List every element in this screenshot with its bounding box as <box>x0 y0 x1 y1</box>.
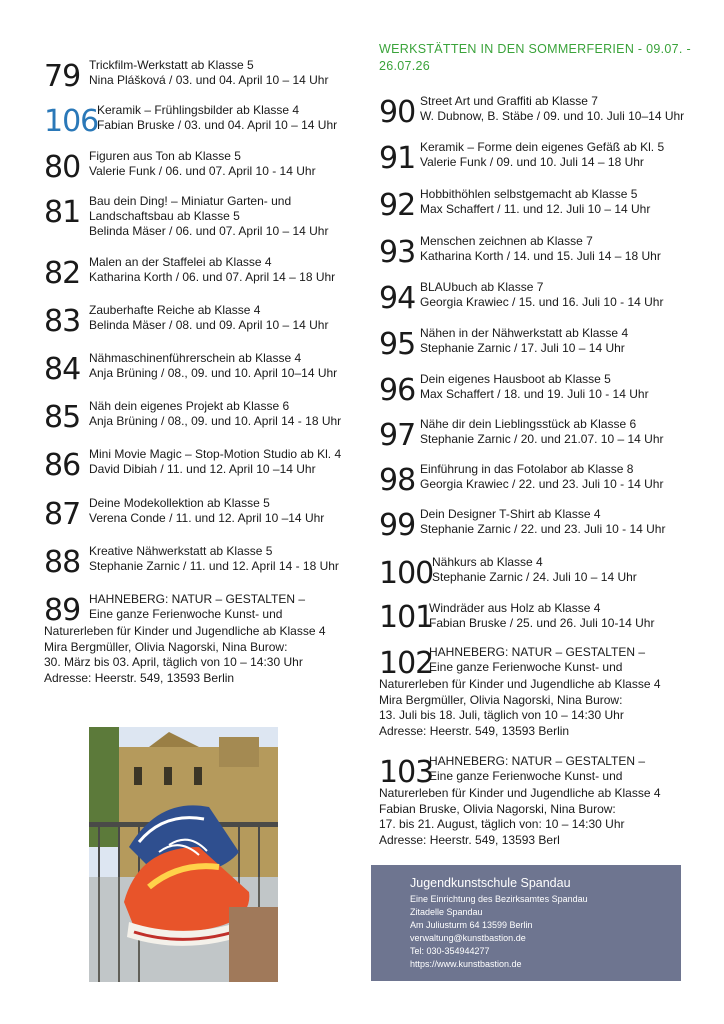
sneaker-illustration <box>89 727 278 982</box>
course-title: Malen an der Staffelei ab Klasse 4 <box>89 255 272 269</box>
course-title: Dein Designer T-Shirt ab Klasse 4 <box>420 507 601 521</box>
course-details: David Dibiah / 11. und 12. April 10 –14 Uhr <box>89 462 316 476</box>
course-text <box>89 58 328 88</box>
course-details: Fabian Bruske / 25. und 26. Juli 10-14 Uhr <box>429 616 655 630</box>
course-number: 80 <box>44 150 81 185</box>
course-details: W. Dubnow, B. Stäbe / 09. und 10. Juli 10–14 Uhr <box>420 109 685 123</box>
course-details: Anja Brüning / 08., 09. und 10. April 14 - 18 Uhr <box>89 414 342 428</box>
course-title: Keramik – Forme dein eigenes Gefäß ab Kl. 5 <box>420 140 665 154</box>
course-text <box>420 187 650 217</box>
contact-address: Am Juliusturm 64 13599 Berlin <box>410 920 533 930</box>
contact-title: Jugendkunstschule Spandau <box>410 876 571 890</box>
course-details: 30. März bis 03. April, täglich von 10 – 14:30 Uhr <box>44 655 303 669</box>
course-details: Mira Bergmüller, Olivia Nagorski, Nina Burow: <box>379 692 623 707</box>
course-text <box>89 149 316 179</box>
course-number: 92 <box>379 188 416 223</box>
summer-heading <box>379 41 691 75</box>
course-details: Stephanie Zarnic / 22. und 23. Juli 10 - 14 Uhr <box>420 522 666 536</box>
course-text <box>420 280 663 310</box>
course-details: Naturerleben für Kinder und Jugendliche ab Klasse 4 <box>44 624 326 638</box>
course-details: Fabian Bruske, Olivia Nagorski, Nina Burow: <box>379 801 616 816</box>
course-title: Eine ganze Ferienwoche Kunst- und <box>429 660 623 674</box>
course-details: Nina Plášková / 03. und 04. April 10 – 14 Uhr <box>89 73 329 87</box>
course-title: Street Art und Graffiti ab Klasse 7 <box>420 94 598 108</box>
course-details: Max Schaffert / 18. und 19. Juli 10 - 14 Uhr <box>420 387 649 401</box>
course-text <box>420 372 649 402</box>
course-text <box>432 555 637 585</box>
course-title: Eine ganze Ferienwoche Kunst- und <box>89 607 283 621</box>
course-details-block <box>379 677 661 739</box>
contact-website-link[interactable]: https://www.kunstbastion.de <box>410 959 522 969</box>
course-text <box>420 234 661 264</box>
course-details: Adresse: Heerstr. 549, 13593 Berlin <box>44 670 235 685</box>
course-number: 83 <box>44 304 81 339</box>
course-text <box>89 544 339 574</box>
course-number: 102 <box>379 646 434 681</box>
course-number: 88 <box>44 545 81 580</box>
course-text <box>89 303 328 333</box>
course-title: HAHNEBERG: NATUR – GESTALTEN – <box>429 645 646 659</box>
course-text <box>429 645 645 675</box>
course-details: Adresse: Heerstr. 549, 13593 Berlin <box>379 723 570 738</box>
course-text <box>89 255 335 285</box>
course-text <box>429 754 645 784</box>
course-title: Dein eigenes Hausboot ab Klasse 5 <box>420 372 611 386</box>
course-text <box>420 94 684 124</box>
course-title: Nähkurs ab Klasse 4 <box>432 555 543 569</box>
course-details: Valerie Funk / 09. und 10. Juli 14 – 18 Uhr <box>420 155 644 169</box>
course-details: Fabian Bruske / 03. und 04. April 10 – 14 Uhr <box>97 118 338 132</box>
course-details: Verena Conde / 11. und 12. April 10 –14 Uhr <box>89 511 325 525</box>
course-number: 86 <box>44 448 81 483</box>
course-title: HAHNEBERG: NATUR – GESTALTEN – <box>429 754 646 768</box>
course-number: 82 <box>44 256 81 291</box>
course-number: 96 <box>379 373 416 408</box>
summer-heading-line: 26.07.26 <box>379 59 431 73</box>
course-number: 85 <box>44 400 81 435</box>
course-title: Mini Movie Magic – Stop-Motion Studio ab Kl. 4 <box>89 447 342 461</box>
summer-heading-line: WERKSTÄTTEN IN DEN SOMMERFERIEN - 09.07. - <box>379 42 691 56</box>
course-text <box>429 601 654 631</box>
course-details: Belinda Mäser / 08. und 09. April 10 – 14 Uhr <box>89 318 329 332</box>
course-number: 94 <box>379 281 416 316</box>
course-details: Katharina Korth / 06. und 07. April 14 – 18 Uhr <box>89 270 336 284</box>
course-title: HAHNEBERG: NATUR – GESTALTEN – <box>89 592 306 606</box>
course-number: 81 <box>44 195 81 230</box>
course-number: 98 <box>379 463 416 498</box>
course-title: Einführung in das Fotolabor ab Klasse 8 <box>420 462 634 476</box>
contact-box <box>371 865 681 981</box>
contact-line: Eine Einrichtung des Bezirksamtes Spandau <box>410 894 588 904</box>
course-details: Naturerleben für Kinder und Jugendliche ab Klasse 4 <box>379 677 661 691</box>
course-details: Stephanie Zarnic / 20. und 21.07. 10 – 14 Uhr <box>420 432 664 446</box>
course-title: Trickfilm-Werkstatt ab Klasse 5 <box>89 58 254 72</box>
course-details: 17. bis 21. August, täglich von: 10 – 14:30 Uhr <box>379 817 625 831</box>
course-number: 97 <box>379 418 416 453</box>
contact-email-link[interactable]: verwaltung@kunstbastion.de <box>410 933 526 943</box>
course-title: Hobbithöhlen selbstgemacht ab Klasse 5 <box>420 187 638 201</box>
course-text <box>89 399 341 429</box>
course-details: Mira Bergmüller, Olivia Nagorski, Nina Burow: <box>44 639 288 654</box>
course-text <box>89 447 341 477</box>
course-text <box>420 507 665 537</box>
course-details: 13. Juli bis 18. Juli, täglich von 10 – 14:30 Uhr <box>379 708 624 722</box>
course-details-block <box>379 786 661 848</box>
course-number: 90 <box>379 95 416 130</box>
course-title: Keramik – Frühlingsbilder ab Klasse 4 <box>97 103 300 117</box>
course-title: Zauberhafte Reiche ab Klasse 4 <box>89 303 261 317</box>
course-number: 84 <box>44 352 81 387</box>
course-number: 99 <box>379 508 416 543</box>
course-number: 89 <box>44 593 81 628</box>
course-title: Nähen in der Nähwerkstatt ab Klasse 4 <box>420 326 629 340</box>
course-title: Nähmaschinenführerschein ab Klasse 4 <box>89 351 302 365</box>
course-details: Naturerleben für Kinder und Jugendliche ab Klasse 4 <box>379 786 661 800</box>
course-number: 100 <box>379 556 434 591</box>
course-title: BLAUbuch ab Klasse 7 <box>420 280 544 294</box>
course-title: Figuren aus Ton ab Klasse 5 <box>89 149 241 163</box>
course-number: 101 <box>379 600 434 635</box>
course-text <box>420 326 628 356</box>
course-details: Stephanie Zarnic / 24. Juli 10 – 14 Uhr <box>432 570 637 584</box>
course-details-block <box>44 624 326 686</box>
course-details: Georgia Krawiec / 15. und 16. Juli 10 - 14 Uhr <box>420 295 664 309</box>
course-title: Menschen zeichnen ab Klasse 7 <box>420 234 593 248</box>
course-number: 106 <box>44 104 99 139</box>
course-title: Näh dein eigenes Projekt ab Klasse 6 <box>89 399 290 413</box>
course-title: Kreative Nähwerkstatt ab Klasse 5 <box>89 544 273 558</box>
course-text <box>89 592 305 622</box>
course-text <box>420 417 664 447</box>
sneaker-photo <box>89 727 278 982</box>
course-text <box>89 351 337 381</box>
course-text <box>420 462 663 492</box>
course-details: Anja Brüning / 08., 09. und 10. April 10–14 Uhr <box>89 366 338 380</box>
course-text <box>420 140 664 170</box>
course-title: Landschaftsbau ab Klasse 5 <box>89 209 240 223</box>
course-number: 87 <box>44 497 81 532</box>
course-details: Stephanie Zarnic / 17. Juli 10 – 14 Uhr <box>420 341 625 355</box>
course-title: Bau dein Ding! – Miniatur Garten- und <box>89 194 292 208</box>
course-number: 103 <box>379 755 434 790</box>
contact-line: Zitadelle Spandau <box>410 907 483 917</box>
course-details: Adresse: Heerstr. 549, 13593 Berl <box>379 832 560 847</box>
course-title: Deine Modekollektion ab Klasse 5 <box>89 496 270 510</box>
course-number: 95 <box>379 327 416 362</box>
course-title: Windräder aus Holz ab Klasse 4 <box>429 601 601 615</box>
course-details: Max Schaffert / 11. und 12. Juli 10 – 14 Uhr <box>420 202 651 216</box>
course-number: 91 <box>379 141 416 176</box>
course-title: Nähe dir dein Lieblingsstück ab Klasse 6 <box>420 417 637 431</box>
contact-phone: Tel: 030-354944277 <box>410 946 490 956</box>
course-text <box>97 103 337 133</box>
course-details: Valerie Funk / 06. und 07. April 10 - 14 Uhr <box>89 164 316 178</box>
course-number: 93 <box>379 235 416 270</box>
course-details: Stephanie Zarnic / 11. und 12. April 14 - 18 Uhr <box>89 559 339 573</box>
course-number: 79 <box>44 59 81 94</box>
course-text <box>89 496 324 526</box>
course-details: Katharina Korth / 14. und 15. Juli 14 – 18 Uhr <box>420 249 661 263</box>
course-text <box>89 194 328 239</box>
course-details: Georgia Krawiec / 22. und 23. Juli 10 - 14 Uhr <box>420 477 664 491</box>
course-details: Belinda Mäser / 06. und 07. April 10 – 14 Uhr <box>89 224 329 238</box>
course-title: Eine ganze Ferienwoche Kunst- und <box>429 769 623 783</box>
